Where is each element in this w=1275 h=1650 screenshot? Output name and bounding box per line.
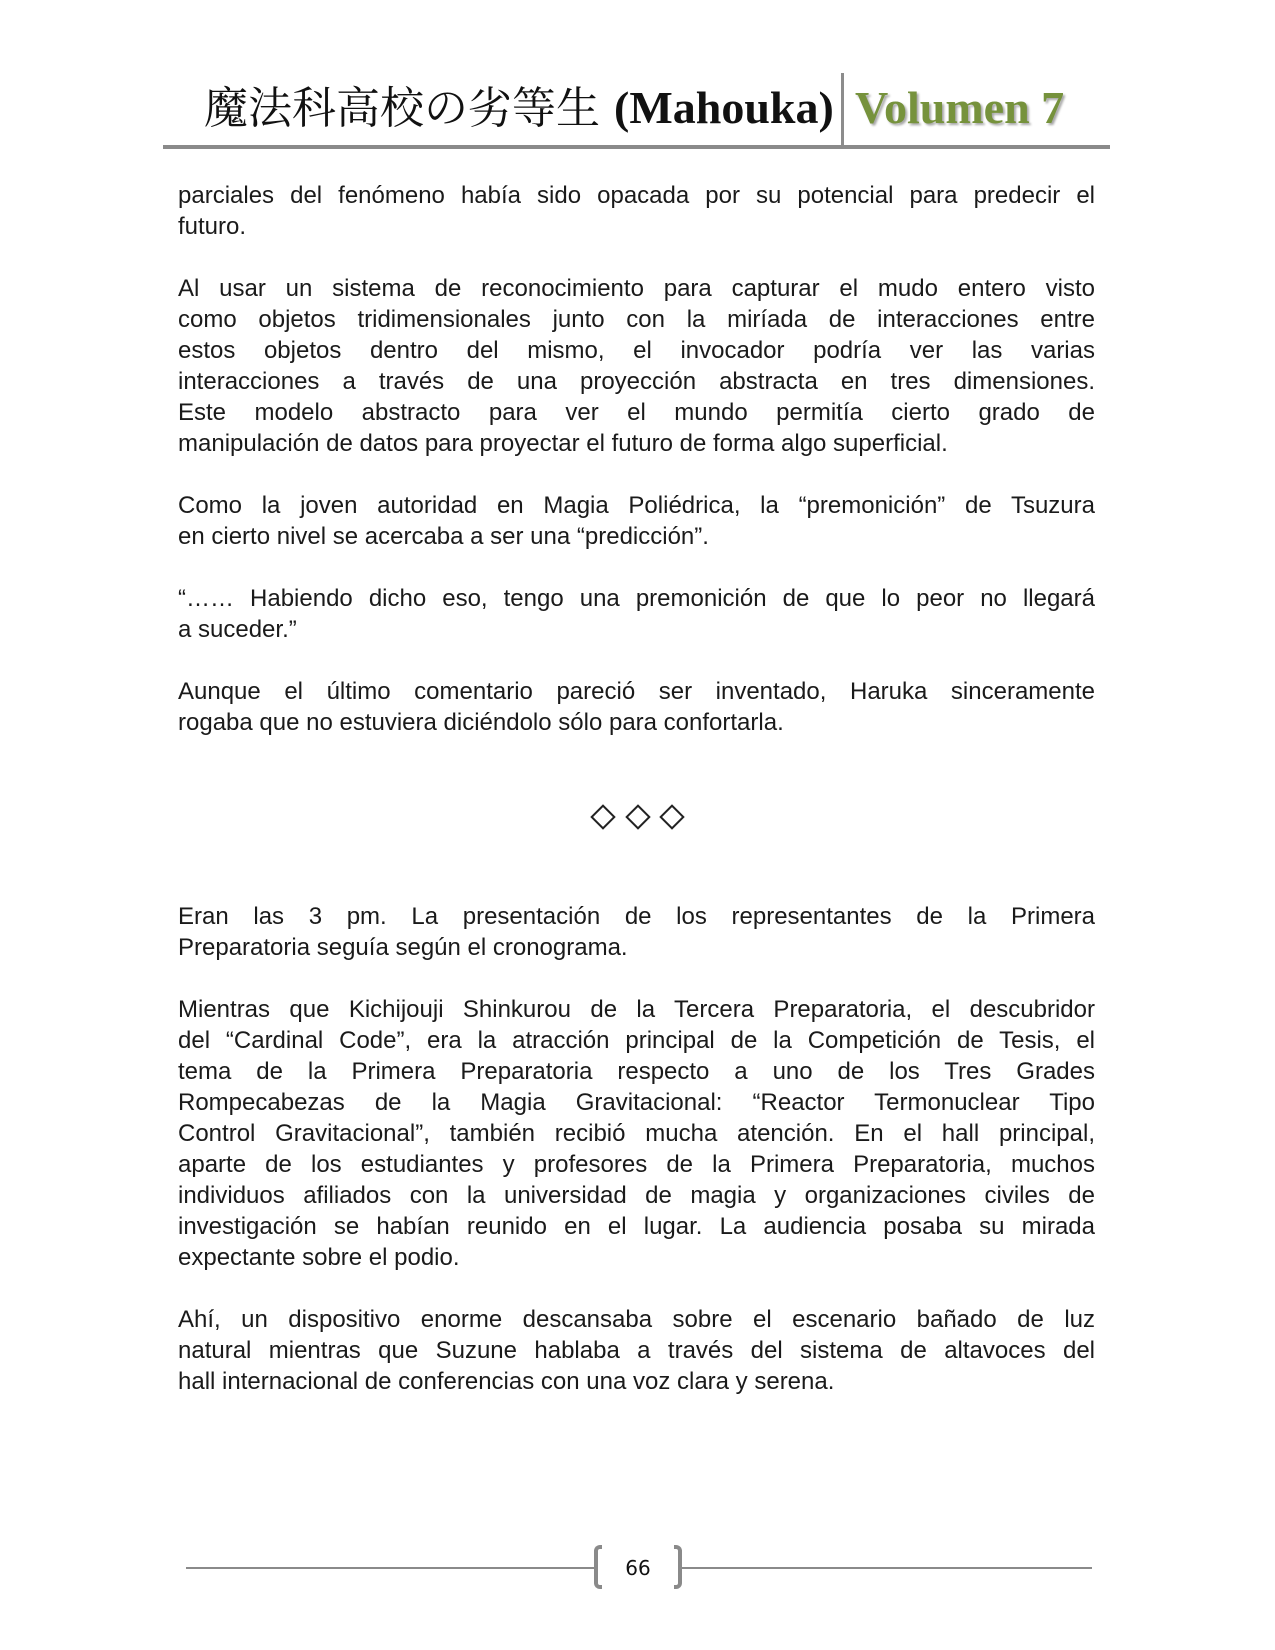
text-line: del “Cardinal Code”, era la atracción principal de la Competición de Tesis, el <box>178 1027 1095 1054</box>
text-line: hall internacional de conferencias con una voz clara y serena. <box>178 1368 835 1395</box>
text-line: Mientras que Kichijouji Shinkurou de la Tercera Preparatoria, el descubridor <box>178 996 1095 1023</box>
text-line: a suceder.” <box>178 616 297 643</box>
footer-rule-right <box>682 1567 1092 1569</box>
text-line: Control Gravitacional”, también recibió mucha atención. En el hall principal, <box>178 1120 1095 1147</box>
text-line: Ahí, un dispositivo enorme descansaba sobre el escenario bañado de luz <box>178 1306 1095 1333</box>
header-rule <box>163 145 1110 149</box>
text-line: rogaba que no estuviera diciéndolo sólo para confortarla. <box>178 709 784 736</box>
text-line: tema de la Primera Preparatoria respecto a uno de los Tres Grades <box>178 1058 1095 1085</box>
text-line: parciales del fenómeno había sido opacada por su potencial para predecir el <box>178 182 1095 209</box>
diamond-outline-icon <box>590 804 615 829</box>
text-line: Rompecabezas de la Magia Gravitacional: “Reactor Termonuclear Tipo <box>178 1089 1095 1116</box>
paragraph <box>178 676 1095 738</box>
paragraph <box>178 901 1095 963</box>
paragraph <box>178 994 1095 1273</box>
paragraph <box>178 1304 1095 1397</box>
section-1 <box>178 180 1095 769</box>
text-line: Aunque el último comentario pareció ser inventado, Haruka sinceramente <box>178 678 1095 705</box>
paragraph <box>178 180 1095 242</box>
paragraph <box>178 583 1095 645</box>
page-number: 66 <box>625 1556 651 1580</box>
text-line: estos objetos dentro del mismo, el invocador podría ver las varias <box>178 337 1095 364</box>
text-line: Eran las 3 pm. La presentación de los representantes de la Primera <box>178 903 1095 930</box>
text-line: Preparatoria seguía según el cronograma. <box>178 934 628 961</box>
text-line: en cierto nivel se acercaba a ser una “predicción”. <box>178 523 709 550</box>
text-line: futuro. <box>178 213 247 240</box>
header-title-latin: (Mahouka) <box>614 82 834 133</box>
paragraph <box>178 273 1095 459</box>
text-line: natural mientras que Suzune hablaba a través del sistema de altavoces del <box>178 1337 1095 1364</box>
scene-break <box>590 805 685 829</box>
paragraph <box>178 490 1095 552</box>
text-line: investigación se habían reunido en el lugar. La audiencia posaba su mirada <box>178 1213 1095 1240</box>
text-line: manipulación de datos para proyectar el futuro de forma algo superficial. <box>178 430 948 457</box>
footer-rule-left <box>186 1567 594 1569</box>
section-2 <box>178 901 1095 1428</box>
header-title-cjk: 魔法科高校の劣等生 <box>204 83 600 134</box>
text-line: Como la joven autoridad en Magia Poliédrica, la “premonición” de Tsuzura <box>178 492 1095 519</box>
diamond-outline-icon <box>625 804 650 829</box>
text-line: aparte de los estudiantes y profesores de la Primera Preparatoria, muchos <box>178 1151 1095 1178</box>
header-divider <box>841 73 844 149</box>
volume-label: Volumen 7 <box>855 82 1065 133</box>
left-bracket-icon <box>594 1545 602 1589</box>
text-line: Al usar un sistema de reconocimiento para capturar el mudo entero visto <box>178 275 1095 302</box>
text-line: “…… Habiendo dicho eso, tengo una premonición de que lo peor no llegará <box>178 585 1095 612</box>
text-line: Este modelo abstracto para ver el mundo permitía cierto grado de <box>178 399 1095 426</box>
header-title <box>204 78 834 139</box>
text-line: como objetos tridimensionales junto con la miríada de interacciones entre <box>178 306 1095 333</box>
text-line: individuos afiliados con la universidad de magia y organizaciones civiles de <box>178 1182 1095 1209</box>
text-line: expectante sobre el podio. <box>178 1244 460 1271</box>
text-line: interacciones a través de una proyección abstracta en tres dimensiones. <box>178 368 1095 395</box>
diamond-outline-icon <box>659 804 684 829</box>
right-bracket-icon <box>674 1545 682 1589</box>
